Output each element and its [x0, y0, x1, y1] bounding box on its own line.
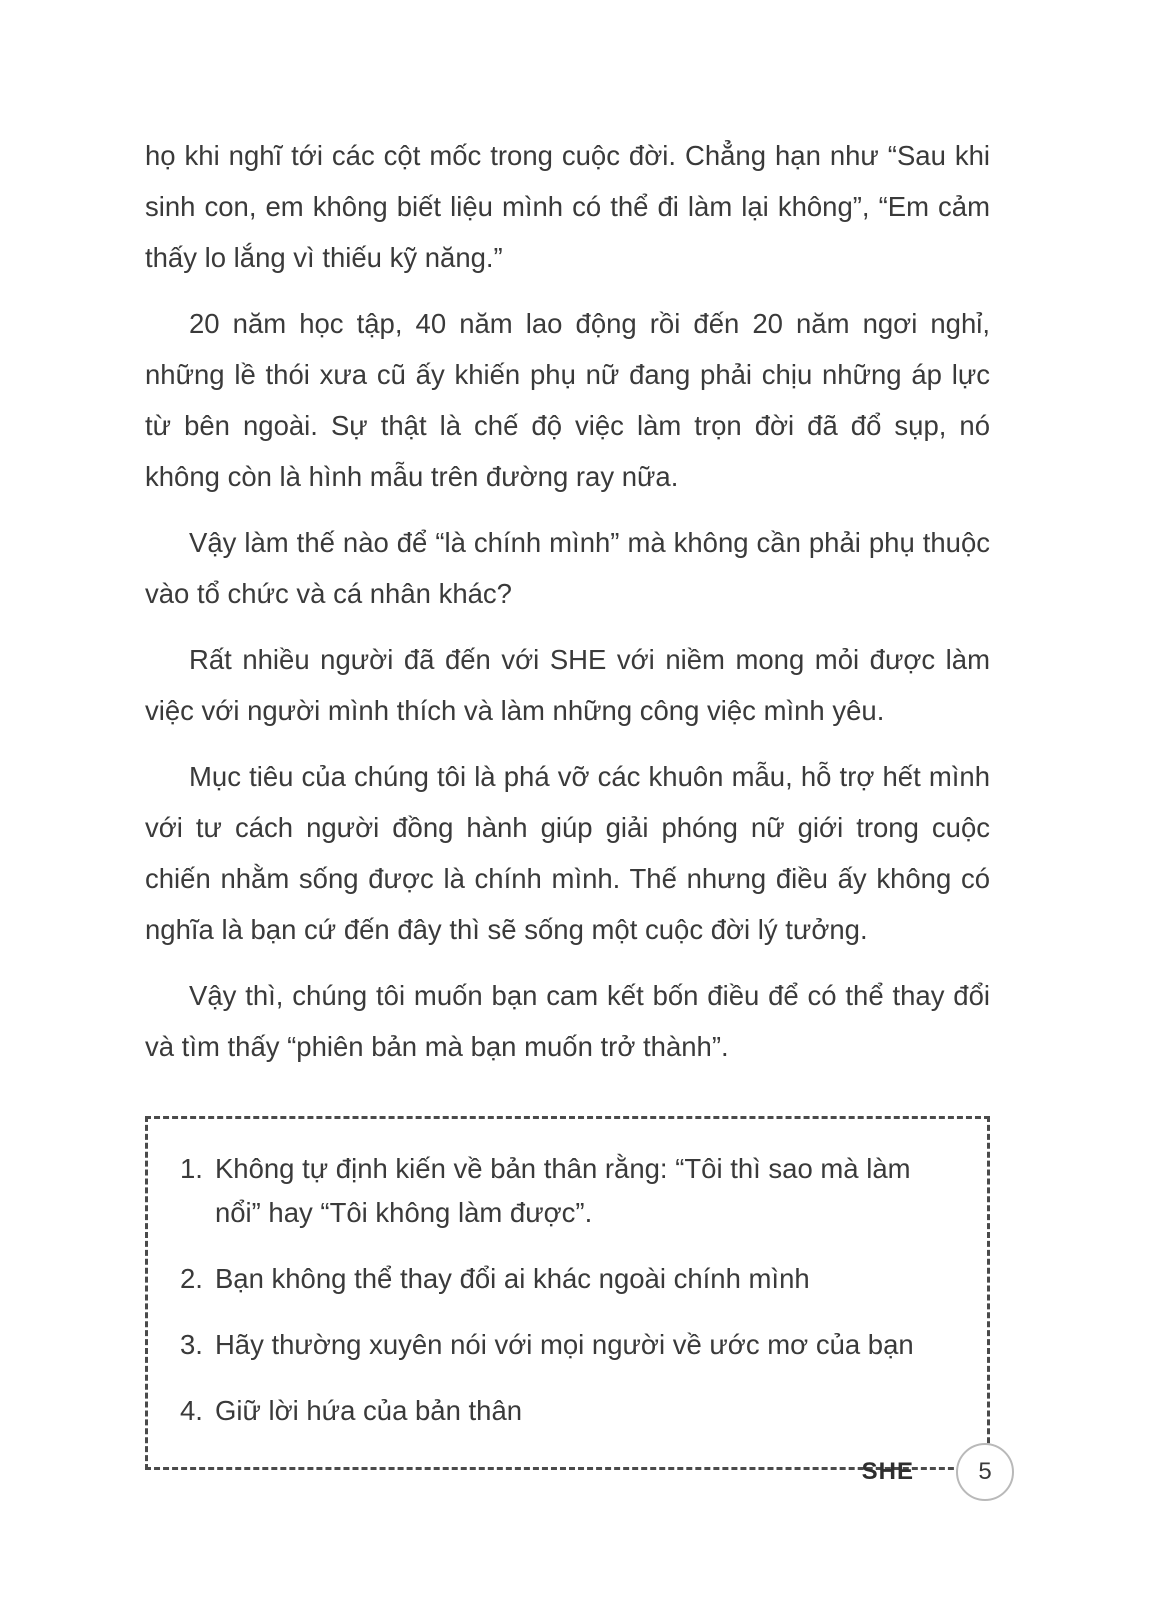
list-item	[180, 1389, 955, 1433]
paragraph: Mục tiêu của chúng tôi là phá vỡ các khuôn mẫu, hỗ trợ hết mình với tư cách người đồng hành giúp giải phóng nữ giới trong cuộc chiến nhằm sống được là chính mình. Thế nhưng điều ấy không có nghĩa là bạn cứ đến đây thì sẽ sống một cuộc đời lý tưởng.	[145, 761, 990, 945]
paragraph: Rất nhiều người đã đến với SHE với niềm mong mỏi được làm việc với người mình thích và làm những công việc mình yêu.	[145, 644, 990, 726]
list-item-text: Không tự định kiến về bản thân rằng: “Tôi thì sao mà làm nổi” hay “Tôi không làm được”.	[214, 1153, 911, 1228]
page-number-badge: 5	[956, 1443, 1014, 1501]
list-item-number: 4.	[180, 1395, 203, 1426]
book-title: SHE	[861, 1458, 914, 1485]
page-footer	[862, 1443, 1014, 1501]
paragraph: 20 năm học tập, 40 năm lao động rồi đến 20 năm ngơi nghỉ, những lề thói xưa cũ ấy khiến phụ nữ đang phải chịu những áp lực từ bên ngoài. Sự thật là chế độ việc làm trọn đời đã đổ sụp, nó không còn là hình mẫu trên đường ray nữa.	[145, 308, 990, 492]
list-item-text: Hãy thường xuyên nói với mọi người về ước mơ của bạn	[214, 1329, 914, 1360]
commitments-box	[145, 1116, 990, 1470]
paragraph: Vậy thì, chúng tôi muốn bạn cam kết bốn điều để có thể thay đổi và tìm thấy “phiên bản mà bạn muốn trở thành”.	[145, 980, 990, 1062]
list-item-number: 2.	[180, 1263, 203, 1294]
list-item	[180, 1147, 955, 1235]
list-item-number: 1.	[180, 1153, 203, 1184]
paragraph: họ khi nghĩ tới các cột mốc trong cuộc đời. Chẳng hạn như “Sau khi sinh con, em không biết liệu mình có thể đi làm lại không”, “Em cảm thấy lo lắng vì thiếu kỹ năng.”	[145, 140, 990, 273]
list-item	[180, 1323, 955, 1367]
page-content	[145, 130, 990, 1470]
list-item	[180, 1257, 955, 1301]
list-item-text: Bạn không thể thay đổi ai khác ngoài chính mình	[214, 1263, 810, 1294]
paragraph: Vậy làm thế nào để “là chính mình” mà không cần phải phụ thuộc vào tổ chức và cá nhân khác?	[145, 527, 990, 609]
list-item-text: Giữ lời hứa của bản thân	[214, 1395, 523, 1426]
list-item-number: 3.	[180, 1329, 203, 1360]
